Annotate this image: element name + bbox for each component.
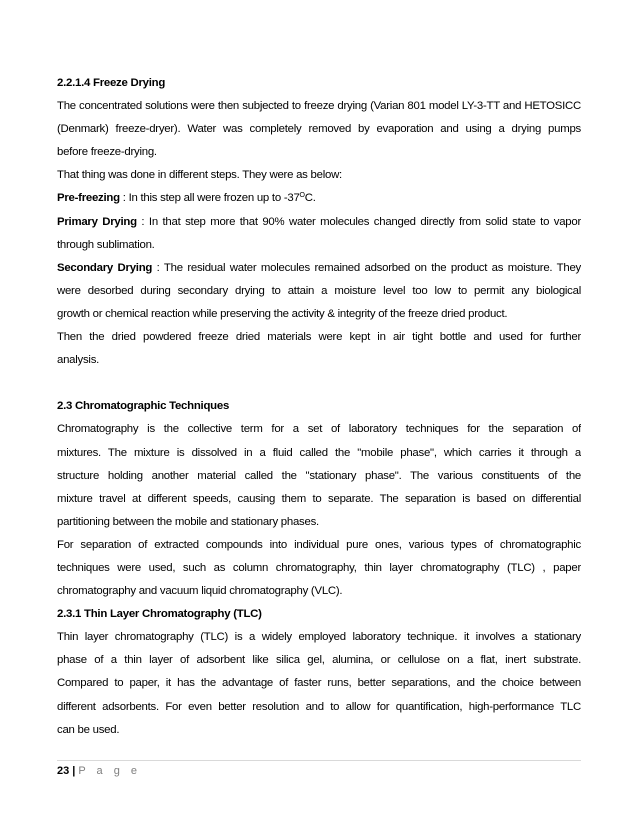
paragraph-line: through sublimation.: [57, 238, 155, 251]
paragraph-line: can be used.: [57, 723, 120, 736]
pre-freezing-label: Pre-freezing: [57, 192, 120, 205]
pre-freezing-text: : In this step all were frozen up to -37: [119, 192, 300, 205]
paragraph-line: before freeze-drying.: [57, 146, 157, 159]
secondary-drying-line: [57, 257, 581, 280]
spacer: [57, 372, 581, 395]
paragraph-line: partitioning between the mobile and stationary phases.: [57, 515, 319, 528]
paragraph-line: That thing was done in different steps. They were as below:: [57, 169, 342, 182]
section-heading-tlc: 2.3.1 Thin Layer Chromatography (TLC): [57, 608, 262, 621]
footer-separator: |: [72, 765, 76, 777]
document-page: [57, 72, 581, 742]
paragraph-line: mixture travel at different speeds, causing them to separate. The separation is based on differential: [57, 492, 581, 505]
secondary-drying-label: Secondary Drying: [57, 261, 153, 274]
secondary-drying-text: : The residual water molecules remained adsorbed on the product as moisture. They: [152, 261, 581, 274]
paragraph-line: chromatography and vacuum liquid chromatography (VLC).: [57, 585, 343, 598]
paragraph-line: different adsorbents. For even better resolution and to allow for quantification, high-performance TLC: [57, 700, 581, 713]
paragraph-line: Thin layer chromatography (TLC) is a widely employed laboratory technique. it involves a stationary: [57, 631, 581, 644]
paragraph-line: The concentrated solutions were then subjected to freeze drying (Varian 801 model LY-3-TT and HETOSICC: [57, 100, 581, 113]
primary-drying-label: Primary Drying: [57, 215, 137, 228]
paragraph-line: For separation of extracted compounds into individual pure ones, various types of chromatographic: [57, 538, 581, 551]
paragraph-line: analysis.: [57, 354, 100, 367]
paragraph-line: techniques were used, such as column chromatography, thin layer chromatography (TLC) , paper: [57, 561, 581, 574]
primary-drying-text: : In that step more that 90% water molecules changed directly from solid state to vapor: [136, 215, 581, 228]
primary-drying-line: [57, 211, 581, 234]
pre-freezing-line: [57, 187, 581, 210]
paragraph-line: growth or chemical reaction while preserving the activity & integrity of the freeze dried product.: [57, 307, 508, 320]
pre-freezing-unit: C.: [304, 192, 316, 205]
section-heading-freeze-drying: 2.2.1.4 Freeze Drying: [57, 77, 166, 89]
paragraph-line: Then the dried powdered freeze dried materials were kept in air tight bottle and used for further: [57, 331, 581, 344]
paragraph-line: were desorbed during secondary drying to attain a moisture level too low to permit any biological: [57, 284, 581, 297]
paragraph-line: phase of a thin layer of adsorbent like silica gel, alumina, or cellulose on a flat, inert substrate.: [57, 654, 581, 667]
page-number: 23: [57, 765, 70, 777]
page-footer: [57, 760, 581, 779]
page-word: P a g e: [78, 765, 141, 777]
section-heading-chromatographic-techniques: 2.3 Chromatographic Techniques: [57, 400, 230, 413]
paragraph-line: mixtures. The mixture is dissolved in a fluid called the "mobile phase", which carries it through a: [57, 446, 581, 459]
degree-superscript: O: [299, 192, 305, 200]
paragraph-line: (Denmark) freeze-dryer). Water was completely removed by evaporation and using a drying pumps: [57, 123, 581, 136]
paragraph-line: Chromatography is the collective term for a set of laboratory techniques for the separation of: [57, 423, 581, 436]
paragraph-line: structure holding another material called the "stationary phase". The various constituents of the: [57, 469, 581, 482]
paragraph-line: Compared to paper, it has the advantage of faster runs, better separations, and the choice between: [57, 677, 581, 690]
